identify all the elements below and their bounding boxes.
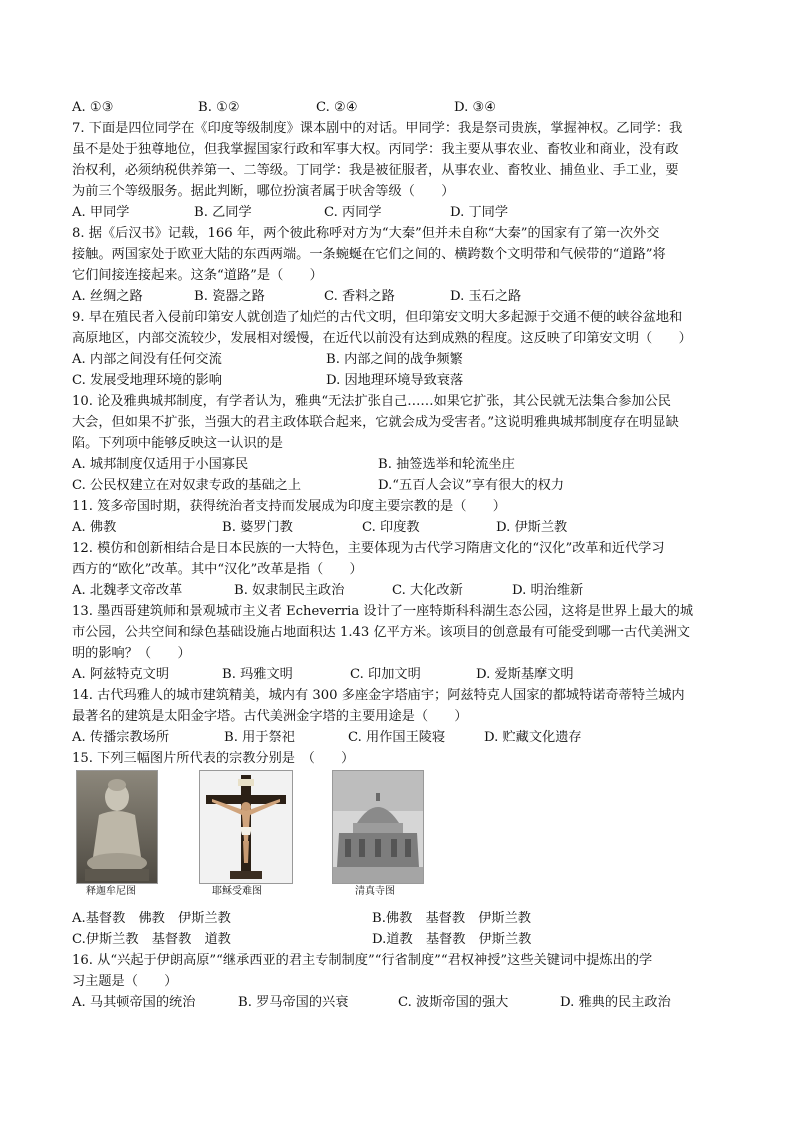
q9-option-b[interactable]: B. 内部之间的战争频繁	[326, 352, 463, 367]
q14-option-c[interactable]: C. 用作国王陵寝	[348, 730, 446, 745]
q14-options	[72, 727, 732, 748]
q14-stem-line: 14. 古代玛雅人的城市建筑精美，城内有 300 多座金字塔庙宇；阿兹特克人国家的都城特诺奇蒂特兰城内	[72, 688, 685, 703]
q10-option-c[interactable]: C. 公民权建立在对奴隶专政的基础之上	[72, 478, 302, 493]
q6-option-b[interactable]: B. ①②	[198, 100, 240, 115]
q6-option-c[interactable]: C. ②④	[316, 100, 358, 115]
q7-option-b[interactable]: B. 乙同学	[194, 205, 252, 220]
q9-options-row1	[72, 349, 732, 370]
q7-stem-line: 为前三个等级服务。据此判断，哪位扮演者属于吠舍等级（ ）	[72, 184, 455, 199]
q16-options	[72, 992, 732, 1013]
q13-stem-line: 市公园，公共空间和绿色基础设施占地面积达 1.43 亿平方米。该项目的创意最有可能受到哪一古代美洲文	[72, 625, 690, 640]
q13-options	[72, 664, 732, 685]
q8-options	[72, 286, 732, 307]
q6-option-d[interactable]: D. ③④	[454, 100, 497, 115]
q9-stem-line: 9. 早在殖民者入侵前印第安人就创造了灿烂的古代文明，但印第安文明大多起源于交通不便的峡谷盆地和	[72, 310, 683, 325]
q9-options-row2	[72, 370, 732, 391]
q13-option-a[interactable]: A. 阿兹特克文明	[72, 667, 170, 682]
q8-stem-line: 接触。两国家处于欧亚大陆的东西两端。一条蜿蜒在它们之间的、横跨数个文明带和气候带的“道路”将	[72, 247, 666, 262]
q13-option-d[interactable]: D. 爱斯基摩文明	[476, 667, 574, 682]
q7-stem-line: 治权利，必须纳税供养第一、二等级。丁同学：我是被征服者，从事农业、畜牧业、捕鱼业、手工业，要	[72, 163, 679, 178]
buddha-statue-image	[76, 770, 158, 884]
q13-option-c[interactable]: C. 印加文明	[350, 667, 421, 682]
q12-option-b[interactable]: B. 奴隶制民主政治	[234, 583, 345, 598]
q10-option-a[interactable]: A. 城邦制度仅适用于小国寡民	[72, 457, 249, 472]
caption-crucifixion: 耶稣受难图	[212, 886, 262, 897]
q12-option-d[interactable]: D. 明治维新	[512, 583, 584, 598]
q8-option-a[interactable]: A. 丝绸之路	[72, 289, 143, 304]
q12-options	[72, 580, 732, 601]
q13-option-b[interactable]: B. 玛雅文明	[222, 667, 293, 682]
q9-stem-line: 高原地区，内部交流较少，发展相对缓慢，在近代以前没有达到成熟的程度。这反映了印第安文明（ ）	[72, 331, 692, 346]
q15-option-c[interactable]: C.伊斯兰教 基督教 道教	[72, 932, 231, 947]
caption-mosque: 清真寺图	[355, 886, 395, 897]
q8-option-b[interactable]: B. 瓷器之路	[194, 289, 265, 304]
q16-option-d[interactable]: D. 雅典的民主政治	[560, 995, 671, 1010]
q15-stem-line: 15. 下列三幅图片所代表的宗教分别是 （ ）	[72, 751, 355, 766]
q7-stem-line: 虽不是处于独尊地位，但我掌握国家行政和军事大权。丙同学：我主要从事农业、畜牧业和商业，没有政	[72, 142, 679, 157]
q7-option-d[interactable]: D. 丁同学	[450, 205, 509, 220]
q10-option-b[interactable]: B. 抽签选举和轮流坐庄	[378, 457, 515, 472]
q8-stem-line: 8. 据《后汉书》记载，166 年，两个彼此称呼对方为“大秦”但并未自称“大秦”的国家有了第一次外交	[72, 226, 660, 241]
q16-option-c[interactable]: C. 波斯帝国的强大	[398, 995, 509, 1010]
q9-option-a[interactable]: A. 内部之间没有任何交流	[72, 352, 222, 367]
q14-option-d[interactable]: D. 贮藏文化遗存	[484, 730, 582, 745]
q9-option-d[interactable]: D. 因地理环境导致衰落	[326, 373, 464, 388]
q12-option-c[interactable]: C. 大化改新	[392, 583, 463, 598]
q11-option-b[interactable]: B. 婆罗门教	[222, 520, 293, 535]
q8-option-c[interactable]: C. 香料之路	[324, 289, 395, 304]
q15-options-row1	[72, 908, 732, 929]
q12-option-a[interactable]: A. 北魏孝文帝改革	[72, 583, 183, 598]
q14-stem-line: 最著名的建筑是太阳金字塔。古代美洲金字塔的主要用途是（ ）	[72, 709, 468, 724]
q16-option-a[interactable]: A. 马其顿帝国的统治	[72, 995, 196, 1010]
q7-option-a[interactable]: A. 甲同学	[72, 205, 130, 220]
q13-stem-line: 明的影响？（ ）	[72, 646, 191, 661]
q14-option-a[interactable]: A. 传播宗教场所	[72, 730, 170, 745]
q13-stem-line: 13. 墨西哥建筑师和景观城市主义者 Echeverria 设计了一座特斯科科湖生态公园，这将是世界上最大的城	[72, 604, 694, 619]
q11-options	[72, 517, 732, 538]
crucifix-image	[199, 770, 293, 884]
q14-option-b[interactable]: B. 用于祭祀	[224, 730, 295, 745]
q6-options	[72, 97, 732, 118]
q7-options	[72, 202, 732, 223]
q10-stem-line: 大会，但如果不扩张，当强大的君主政体联合起来，它就会成为受害者。”这说明雅典城邦制度存在明显缺	[72, 415, 679, 430]
q16-stem-line: 16. 从“兴起于伊朗高原”“继承西亚的君主专制制度”“行省制度”“君权神授”这些关键词中提炼出的学	[72, 953, 653, 968]
q12-stem-line: 12. 模仿和创新相结合是日本民族的一大特色，主要体现为古代学习隋唐文化的“汉化”改革和近代学习	[72, 541, 665, 556]
q11-stem-line: 11. 笈多帝国时期，获得统治者支持而发展成为印度主要宗教的是（ ）	[72, 499, 506, 514]
q15-option-d[interactable]: D.道教 基督教 伊斯兰教	[372, 932, 532, 947]
mosque-image	[332, 770, 424, 884]
q10-option-d[interactable]: D.“五百人会议”享有很大的权力	[378, 478, 565, 493]
caption-buddha: 释迦牟尼图	[86, 886, 136, 897]
q15-options-row2	[72, 929, 732, 950]
q10-stem-line: 10. 论及雅典城邦制度，有学者认为，雅典“无法扩张自己……如果它扩张，其公民就无法集合参加公民	[72, 394, 671, 409]
q11-option-c[interactable]: C. 印度教	[362, 520, 420, 535]
q7-option-c[interactable]: C. 丙同学	[324, 205, 382, 220]
q11-option-a[interactable]: A. 佛教	[72, 520, 117, 535]
q9-option-c[interactable]: C. 发展受地理环境的影响	[72, 373, 222, 388]
q10-options-row2	[72, 475, 732, 496]
q10-stem-line: 陷。下列项中能够反映这一认识的是	[72, 436, 283, 451]
q16-stem-line: 习主题是（ ）	[72, 974, 178, 989]
q8-option-d[interactable]: D. 玉石之路	[450, 289, 522, 304]
q7-stem-line: 7. 下面是四位同学在《印度等级制度》课本剧中的对话。甲同学：我是祭司贵族，掌握神权。乙同学：我	[72, 121, 683, 136]
q6-option-a[interactable]: A. ①③	[72, 100, 114, 115]
q16-option-b[interactable]: B. 罗马帝国的兴衰	[238, 995, 349, 1010]
q10-options-row1	[72, 454, 732, 475]
q12-stem-line: 西方的“欧化”改革。其中“汉化”改革是指（ ）	[72, 562, 363, 577]
q15-option-a[interactable]: A.基督教 佛教 伊斯兰教	[72, 911, 231, 926]
q8-stem-line: 它们间接连接起来。这条“道路”是（ ）	[72, 268, 323, 283]
q15-option-b[interactable]: B.佛教 基督教 伊斯兰教	[372, 911, 531, 926]
q11-option-d[interactable]: D. 伊斯兰教	[496, 520, 568, 535]
